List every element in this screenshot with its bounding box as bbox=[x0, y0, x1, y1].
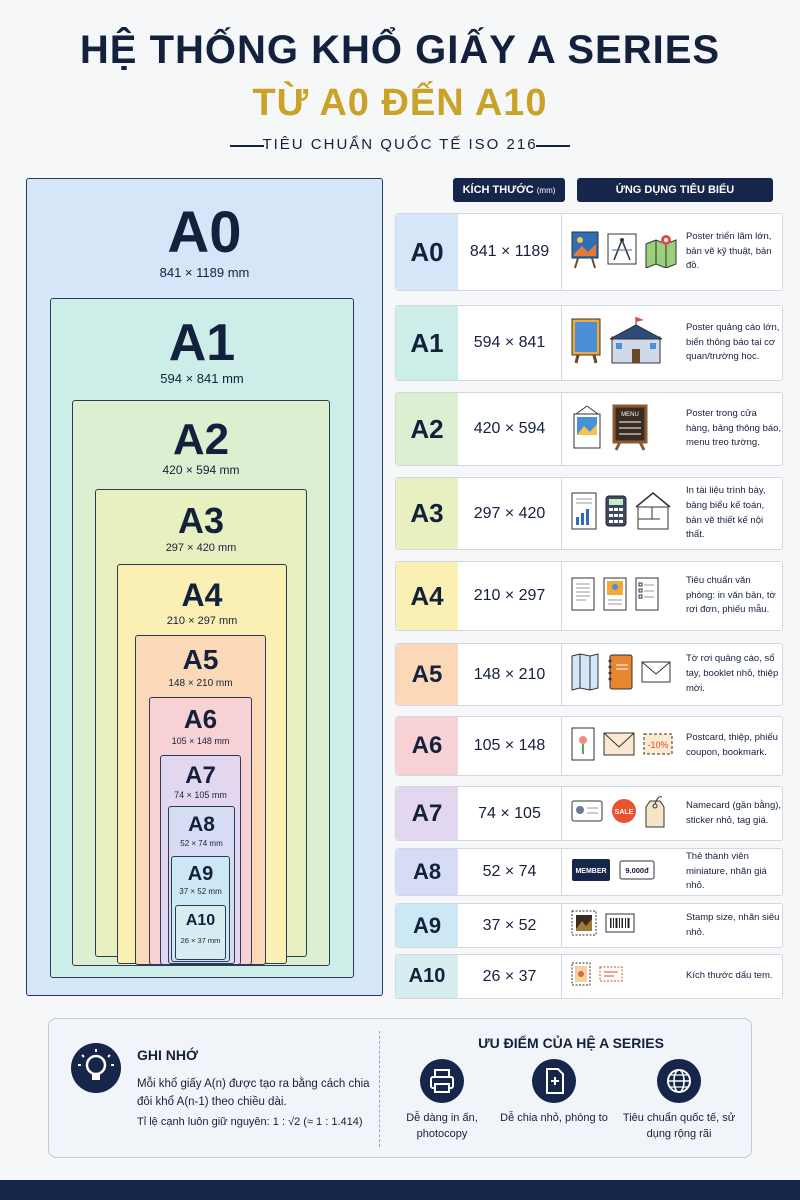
paper-name: A9 bbox=[187, 863, 214, 885]
row-use: Kích thước dấu tem. bbox=[686, 970, 773, 982]
globe-icon bbox=[657, 1059, 701, 1103]
row-icons bbox=[568, 214, 680, 290]
size-row-a7 bbox=[395, 786, 783, 841]
size-row-a6 bbox=[395, 716, 783, 776]
note-text: Mỗi khổ giấy A(n) được tạo ra bằng cách chia đôi khổ A(n-1) theo chiều dài. bbox=[137, 1078, 370, 1109]
menu-board-icon bbox=[610, 402, 650, 457]
size-row-a9 bbox=[395, 903, 783, 948]
paper-a10 bbox=[175, 905, 226, 960]
paper-name: A1 bbox=[168, 314, 236, 372]
size-row-a1 bbox=[395, 305, 783, 381]
row-use: Thẻ thành viên miniature, nhãn giá nhỏ. bbox=[686, 850, 767, 892]
card-envelope-icon bbox=[602, 731, 636, 762]
paper-dimensions: 297 × 420 mm bbox=[165, 542, 237, 554]
row-use: Tiêu chuẩn văn phòng: in văn bản, tờ rơi đơn, phiếu mẫu. bbox=[686, 574, 776, 616]
row-size: 74 × 105 bbox=[458, 787, 562, 840]
sale-sticker-icon bbox=[610, 797, 638, 830]
row-size: 148 × 210 bbox=[458, 644, 562, 705]
row-use: Poster trong cửa hàng, bảng thông báo, menu treo tường. bbox=[686, 407, 782, 449]
page-subtitle: TỪ A0 ĐẾN A10 bbox=[252, 82, 548, 124]
size-row-a3 bbox=[395, 477, 783, 550]
paper-dimensions: 26 × 37 mm bbox=[180, 936, 221, 945]
row-icons bbox=[568, 717, 680, 775]
row-icons bbox=[568, 904, 680, 947]
size-column-header: KÍCH THƯỚC (mm) bbox=[453, 178, 565, 202]
row-code: A6 bbox=[396, 717, 458, 775]
flyer-icon bbox=[602, 576, 628, 617]
row-size: 26 × 37 bbox=[458, 955, 562, 998]
size-row-a5 bbox=[395, 643, 783, 706]
paper-dimensions: 52 × 74 mm bbox=[180, 839, 223, 848]
resize-document-icon bbox=[532, 1059, 576, 1103]
calculator-icon bbox=[604, 494, 628, 533]
row-icons bbox=[568, 393, 680, 465]
row-use: In tài liệu trình bày, bảng biểu kế toán, bản vẽ thiết kế nội thất. bbox=[686, 485, 766, 541]
namecard-icon bbox=[570, 799, 604, 828]
panel-divider bbox=[379, 1031, 380, 1147]
paper-name: A4 bbox=[181, 577, 223, 613]
row-size: 594 × 841 bbox=[458, 306, 562, 380]
advantages-title: ƯU ĐIỂM CỦA HỆ A SERIES bbox=[478, 1035, 664, 1051]
row-size: 297 × 420 bbox=[458, 478, 562, 549]
row-icons bbox=[568, 955, 680, 998]
paper-name: A10 bbox=[185, 912, 216, 929]
paper-name: A3 bbox=[177, 500, 225, 541]
paper-dimensions: 74 × 105 mm bbox=[174, 790, 227, 800]
row-size: 37 × 52 bbox=[458, 904, 562, 947]
row-code: A10 bbox=[396, 955, 458, 998]
page-title: HỆ THỐNG KHỔ GIẤY A SERIES bbox=[79, 28, 721, 72]
advantage-standard bbox=[619, 1059, 739, 1143]
row-code: A2 bbox=[396, 393, 458, 465]
poster-icon bbox=[570, 230, 600, 275]
school-building-icon bbox=[608, 317, 664, 370]
price-tag-icon bbox=[644, 793, 666, 834]
envelope-icon bbox=[640, 660, 672, 689]
price-label-icon bbox=[618, 859, 656, 886]
row-icons bbox=[568, 787, 680, 840]
stamp-icon bbox=[570, 909, 598, 942]
row-use: Poster quảng cáo lớn, biển thông báo tại cơ quan/trường học. bbox=[686, 321, 780, 363]
map-icon bbox=[644, 232, 678, 273]
row-icons bbox=[568, 562, 680, 630]
svg-text:MENU: MENU bbox=[621, 411, 639, 418]
row-icons bbox=[568, 849, 680, 895]
paper-name: A2 bbox=[172, 415, 230, 464]
paper-name: A7 bbox=[185, 762, 216, 789]
paper-dimensions: 105 × 148 mm bbox=[171, 736, 230, 746]
paper-dimensions: 210 × 297 mm bbox=[166, 615, 238, 627]
size-row-a8 bbox=[395, 848, 783, 896]
folded-leaflet-icon bbox=[570, 652, 600, 697]
paper-dimensions: 594 × 841 mm bbox=[160, 371, 244, 386]
row-size: 420 × 594 bbox=[458, 393, 562, 465]
note-title: GHI NHỚ bbox=[137, 1047, 198, 1063]
advantage-label: Tiêu chuẩn quốc tế, sử dụng rộng rãi bbox=[622, 1112, 736, 1140]
row-code: A7 bbox=[396, 787, 458, 840]
paper-dimensions: 37 × 52 mm bbox=[179, 887, 222, 896]
size-row-a4 bbox=[395, 561, 783, 631]
floor-plan-icon bbox=[634, 491, 672, 536]
row-code: A0 bbox=[396, 214, 458, 290]
svg-text:MEMBER: MEMBER bbox=[575, 867, 607, 875]
svg-text:SALE: SALE bbox=[614, 809, 634, 816]
billboard-icon bbox=[570, 317, 602, 370]
footer-bar bbox=[0, 1180, 800, 1200]
paper-dimensions: 841 × 1189 mm bbox=[159, 265, 250, 280]
row-use: Stamp size, nhãn siêu nhỏ. bbox=[686, 911, 780, 938]
use-column-header: ỨNG DỤNG TIÊU BIỂU bbox=[577, 178, 773, 202]
paper-name: A5 bbox=[182, 644, 219, 675]
row-use: Namecard (gần bằng), sticker nhỏ, tag giá. bbox=[686, 799, 782, 826]
paper-dimensions: 420 × 594 mm bbox=[162, 463, 240, 477]
report-icon bbox=[570, 491, 598, 536]
row-size: 841 × 1189 bbox=[458, 214, 562, 290]
paper-name: A8 bbox=[188, 813, 215, 836]
standard-subtitle: TIÊU CHUẨN QUỐC TẾ ISO 216 bbox=[262, 136, 538, 153]
size-row-a10 bbox=[395, 954, 783, 999]
paper-name: A0 bbox=[167, 200, 242, 265]
hanging-poster-icon bbox=[570, 404, 604, 455]
notebook-icon bbox=[606, 653, 634, 696]
row-size: 52 × 74 bbox=[458, 849, 562, 895]
advantage-printing bbox=[382, 1059, 502, 1143]
printer-icon bbox=[420, 1059, 464, 1103]
svg-text:-10%: -10% bbox=[647, 739, 669, 750]
svg-text:9.000đ: 9.000đ bbox=[625, 865, 649, 875]
row-icons bbox=[568, 644, 680, 705]
row-use: Postcard, thiệp, phiếu coupon, bookmark. bbox=[686, 732, 778, 758]
row-size: 210 × 297 bbox=[458, 562, 562, 630]
size-row-a0 bbox=[395, 213, 783, 291]
small-stamp-icon bbox=[570, 961, 592, 992]
row-code: A9 bbox=[396, 904, 458, 947]
paper-name: A6 bbox=[183, 704, 218, 734]
paper-dimensions: 148 × 210 mm bbox=[168, 678, 233, 689]
row-code: A3 bbox=[396, 478, 458, 549]
row-use: Poster triển lãm lớn, bản vẽ kỹ thuật, bản đồ. bbox=[686, 230, 772, 272]
member-card-icon bbox=[570, 857, 612, 888]
postcard-icon bbox=[570, 726, 596, 767]
row-icons bbox=[568, 478, 680, 549]
size-row-a2 bbox=[395, 392, 783, 466]
row-code: A4 bbox=[396, 562, 458, 630]
barcode-label-icon bbox=[604, 912, 636, 939]
advantage-label: Dễ chia nhỏ, phóng to bbox=[500, 1112, 608, 1124]
row-use: Tờ rơi quảng cáo, sổ tay, booklet nhỏ, thiệp mời. bbox=[686, 653, 779, 694]
advantage-label: Dễ dàng in ấn, photocopy bbox=[406, 1112, 478, 1140]
coupon-icon bbox=[642, 732, 674, 761]
mini-label-icon bbox=[598, 965, 624, 988]
row-code: A8 bbox=[396, 849, 458, 895]
advantage-resize bbox=[494, 1059, 614, 1127]
document-icon bbox=[570, 576, 596, 617]
technical-drawing-icon bbox=[606, 232, 638, 273]
note-ratio: Tỉ lệ cạnh luôn giữ nguyên: 1 : √2 (≈ 1 : 1.414) bbox=[137, 1116, 363, 1128]
lightbulb-icon bbox=[71, 1043, 121, 1093]
row-icons bbox=[568, 306, 680, 380]
row-size: 105 × 148 bbox=[458, 717, 562, 775]
row-code: A5 bbox=[396, 644, 458, 705]
row-code: A1 bbox=[396, 306, 458, 380]
info-panel bbox=[48, 1018, 752, 1158]
form-icon bbox=[634, 576, 660, 617]
